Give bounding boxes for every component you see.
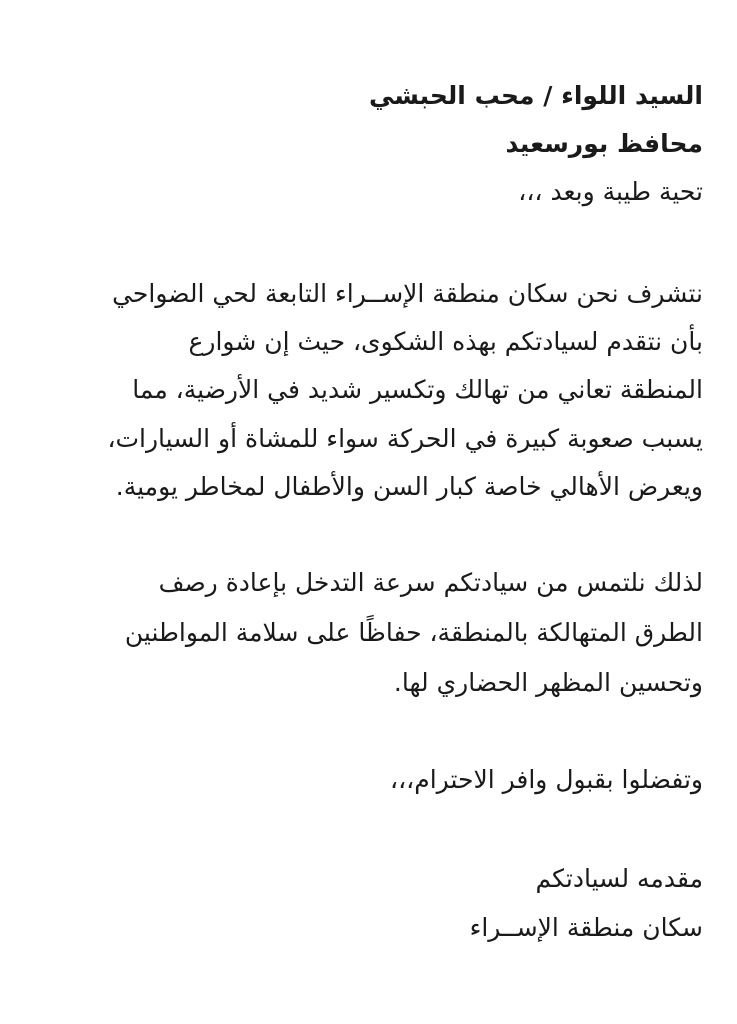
- paragraph-1-line-3: المنطقة تعاني من تهالك وتكسير شديد في الأرضية، مما: [132, 375, 703, 404]
- paragraph-1-line-1: نتشرف نحن سكان منطقة الإســراء التابعة لحي الضواحي: [112, 279, 703, 308]
- paragraph-1-line-5: ويعرض الأهالي خاصة كبار السن والأطفال لمخاطر يومية.: [115, 472, 703, 501]
- recipient-line: السيد اللواء / محب الحبشي: [368, 81, 703, 110]
- signature-line-1: مقدمه لسيادتكم: [535, 864, 703, 893]
- paragraph-1-line-2: بأن نتقدم لسيادتكم بهذه الشكوى، حيث إن شوارع: [188, 327, 703, 356]
- signature-line-2: سكان منطقة الإســراء: [469, 913, 703, 942]
- paragraph-1-line-4: يسبب صعوبة كبيرة في الحركة سواء للمشاة أو السيارات،: [107, 424, 703, 453]
- greeting-line: تحية طيبة وبعد ،،،: [518, 177, 703, 206]
- paragraph-2-line-2: الطرق المتهالكة بالمنطقة، حفاظًا على سلامة المواطنين: [124, 618, 703, 647]
- paragraph-2-line-3: وتحسين المظهر الحضاري لها.: [393, 668, 703, 697]
- position-line: محافظ بورسعيد: [505, 129, 703, 158]
- closing-line: وتفضلوا بقبول وافر الاحترام،،،: [390, 765, 703, 794]
- paragraph-2-line-1: لذلك نلتمس من سيادتكم سرعة التدخل بإعادة رصف: [158, 568, 703, 597]
